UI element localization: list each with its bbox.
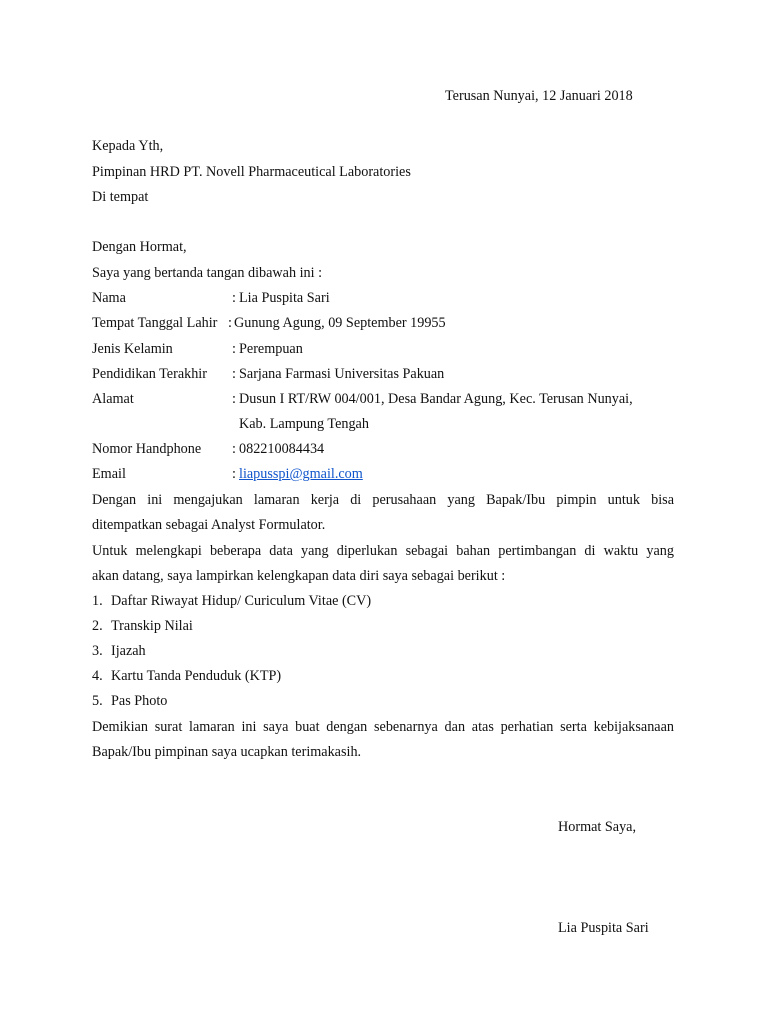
list-item-text: Pas Photo [111, 693, 168, 709]
list-item-number: 2. [92, 618, 103, 634]
field-pendidikan [92, 366, 674, 382]
field-email [92, 466, 674, 482]
field-separator: : [228, 315, 232, 331]
place-date: Terusan Nunyai, 12 Januari 2018 [445, 88, 633, 104]
list-item-number: 4. [92, 668, 103, 684]
list-item-text: Ijazah [111, 643, 146, 659]
field-label: Pendidikan Terakhir [92, 366, 207, 382]
field-separator: : [232, 366, 236, 382]
field-label: Alamat [92, 391, 134, 407]
field-nama [92, 290, 674, 306]
list-item-text: Kartu Tanda Penduduk (KTP) [111, 668, 282, 684]
field-label: Jenis Kelamin [92, 341, 173, 357]
list-item-number: 5. [92, 693, 103, 709]
field-separator: : [232, 290, 236, 306]
field-value: Dusun I RT/RW 004/001, Desa Bandar Agung, Kec. Terusan Nunyai, [239, 391, 633, 407]
list-item [92, 668, 281, 684]
field-value [239, 466, 363, 482]
list-item-number: 1. [92, 593, 103, 609]
opening-greeting: Dengan Hormat, [92, 239, 187, 255]
list-item-text: Daftar Riwayat Hidup/ Curiculum Vitae (CV) [111, 593, 372, 609]
recipient-name: Pimpinan HRD PT. Novell Pharmaceutical Laboratories [92, 164, 411, 180]
closing-paragraph-line2: Bapak/Ibu pimpinan saya ucapkan terimakasih. [92, 744, 362, 760]
closing-greeting: Hormat Saya, [558, 819, 637, 835]
recipient-location: Di tempat [92, 189, 149, 205]
field-separator: : [232, 466, 236, 482]
list-item [92, 643, 146, 659]
field-label: Tempat Tanggal Lahir [92, 315, 218, 331]
closing-paragraph-line1: Demikian surat lamaran ini saya buat dengan sebenarnya dan atas perhatian serta kebijaksanaan [92, 719, 674, 735]
email-link[interactable]: liapusspi@gmail.com [239, 466, 363, 482]
field-label: Nama [92, 290, 126, 306]
field-label: Email [92, 466, 126, 482]
field-value: 082210084434 [239, 441, 325, 457]
field-separator: : [232, 441, 236, 457]
field-separator: : [232, 391, 236, 407]
list-item [92, 693, 167, 709]
intro-line: Saya yang bertanda tangan dibawah ini : [92, 265, 323, 281]
field-value: Sarjana Farmasi Universitas Pakuan [239, 366, 445, 382]
field-nomor-handphone [92, 441, 674, 457]
field-value: Gunung Agung, 09 September 19955 [234, 315, 446, 331]
field-alamat-continued: Kab. Lampung Tengah [239, 416, 369, 432]
signature-name: Lia Puspita Sari [558, 920, 649, 936]
paragraph2-line2: akan datang, saya lampirkan kelengkapan data diri saya sebagai berikut : [92, 568, 506, 584]
field-value: Lia Puspita Sari [239, 290, 330, 306]
list-item-text: Transkip Nilai [111, 618, 193, 634]
field-separator: : [232, 341, 236, 357]
list-item-number: 3. [92, 643, 103, 659]
recipient-salutation: Kepada Yth, [92, 138, 164, 154]
field-label: Nomor Handphone [92, 441, 202, 457]
list-item [92, 593, 371, 609]
field-alamat [92, 391, 674, 407]
field-ttl [92, 315, 674, 331]
field-value: Perempuan [239, 341, 303, 357]
paragraph1-line1: Dengan ini mengajukan lamaran kerja di perusahaan yang Bapak/Ibu pimpin untuk bisa [92, 492, 674, 508]
paragraph2-line1: Untuk melengkapi beberapa data yang diperlukan sebagai bahan pertimbangan di waktu yang [92, 543, 674, 559]
field-jenis-kelamin [92, 341, 674, 357]
list-item [92, 618, 193, 634]
paragraph1-line2: ditempatkan sebagai Analyst Formulator. [92, 517, 326, 533]
